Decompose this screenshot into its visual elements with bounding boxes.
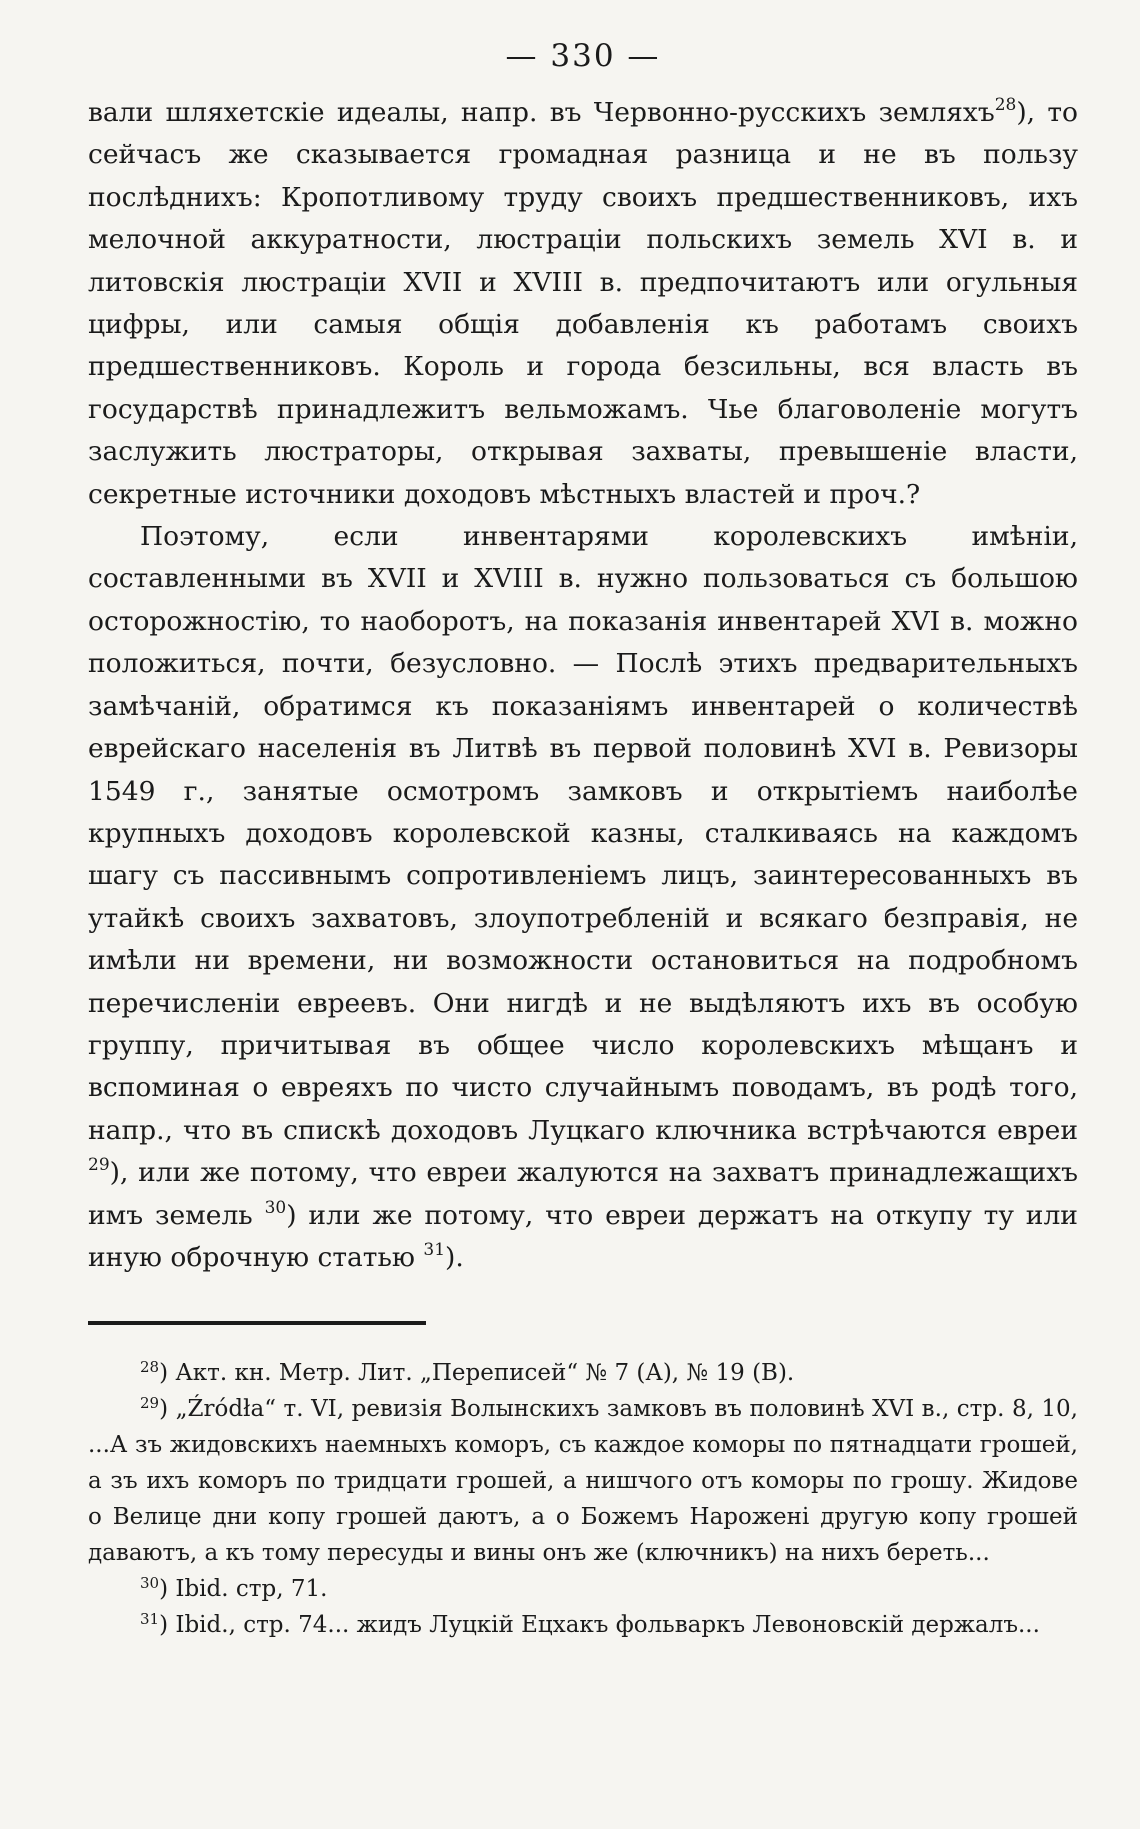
main-text — [88, 92, 1078, 1279]
paragraph-2-text-c: ) или же потому, что евреи держатъ на откупу ту или иную оброчную статью — [88, 1199, 1078, 1273]
footnote-28 — [88, 1355, 1078, 1391]
footnote-31 — [88, 1607, 1078, 1643]
document-page — [88, 38, 1078, 1643]
footnote-text: ) Акт. кн. Метр. Лит. „Переписей“ № 7 (А), № 19 (В). — [159, 1360, 795, 1387]
paragraph-1-text-cont: ), то сейчасъ же сказывается громадная разница и не въ пользу послѣднихъ: Кропотливому труду своихъ предшественниковъ, ихъ мелочной аккуратности, люстраціи польскихъ земель XVI в. и литовскія люстраціи XVII и XVIII в. предпочитаютъ или огульныя цифры, или самыя общія добавленія къ работамъ своихъ предшественниковъ. Король и города безсильны, вся власть въ государствѣ принадлежитъ вельможамъ. Чье благоволеніе могутъ заслужить люстраторы, открывая захваты, превышеніе власти, секретные источники доходовъ мѣстныхъ властей и проч.? — [88, 97, 1078, 510]
footnotes — [88, 1355, 1078, 1643]
paragraph-1 — [88, 92, 1078, 516]
footnote-text: ) Ibid. стр, 71. — [159, 1576, 328, 1603]
footnote-text: ) Ibid., стр. 74... жидъ Луцкій Ецхакъ фольваркъ Левоновскій держалъ... — [159, 1612, 1040, 1639]
footnote-divider — [88, 1321, 426, 1325]
paragraph-2-text: Поэтому, если инвентарями королевскихъ имѣніи, составленными въ XVII и XVIII в. нужно пользоваться съ большою осторожностію, то наоборотъ, на показанія инвентарей XVI в. можно положиться, почти, безусловно. — Послѣ этихъ предварительныхъ замѣчаній, обратимся къ показаніямъ инвентарей о количествѣ еврейскаго населенія въ Литвѣ въ первой половинѣ XVI в. Ревизоры 1549 г., занятые осмотромъ замковъ и открытіемъ наиболѣе крупныхъ доходовъ королевской казны, сталкиваясь на каждомъ шагу съ пассивнымъ сопротивленіемъ лицъ, заинтересованныхъ въ утайкѣ своихъ захватовъ, злоупотребленій и всякаго безправія, не имѣли ни времени, ни возможности остановиться на подробномъ перечисленіи евреевъ. Они нигдѣ и не выдѣляютъ ихъ въ особую группу, причитывая въ общее число королевскихъ мѣщанъ и вспоминая о евреяхъ по чисто случайнымъ поводамъ, въ родѣ того, напр., что въ спискѣ доходовъ Луцкаго ключника встрѣчаются евреи — [88, 521, 1078, 1146]
footnote-mark: 31 — [140, 1610, 160, 1629]
footnote-text: ) „Źródła“ т. VI, ревизія Волынскихъ замковъ въ половинѣ XVI в., стр. 8, 10, ...А зъ жидовскихъ наемныхъ коморъ, съ каждое коморы по пятнадцати грошей, а зъ ихъ коморъ по тридцати грошей, а нишчого отъ коморы по грошу. Жидове о Велице дни копу грошей даютъ, а о Божемъ Нароженi другую копу грошей даваютъ, а къ тому пересуды и вины онъ же (ключникъ) на нихъ береть... — [88, 1396, 1078, 1567]
footnote-ref-30: 30 — [264, 1197, 287, 1218]
footnote-30 — [88, 1571, 1078, 1607]
paragraph-2 — [88, 516, 1078, 1279]
footnote-ref-31: 31 — [423, 1239, 446, 1260]
paragraph-1-text: вали шляхетскіе идеалы, напр. въ Червонно-русскихъ земляхъ — [88, 97, 995, 128]
footnote-ref-29: 29 — [88, 1155, 110, 1176]
footnote-29 — [88, 1391, 1078, 1571]
footnote-ref-28: 28 — [994, 95, 1017, 115]
paragraph-2-text-b: ), или же потому, что евреи жалуются на захватъ принадлежащихъ имъ земель — [88, 1157, 1078, 1231]
page-number: — 330 — — [505, 38, 661, 74]
footnote-mark: 28 — [140, 1358, 160, 1377]
footnote-mark: 30 — [140, 1574, 160, 1593]
footnote-mark: 29 — [140, 1394, 160, 1413]
paragraph-2-text-d: ). — [445, 1241, 464, 1273]
